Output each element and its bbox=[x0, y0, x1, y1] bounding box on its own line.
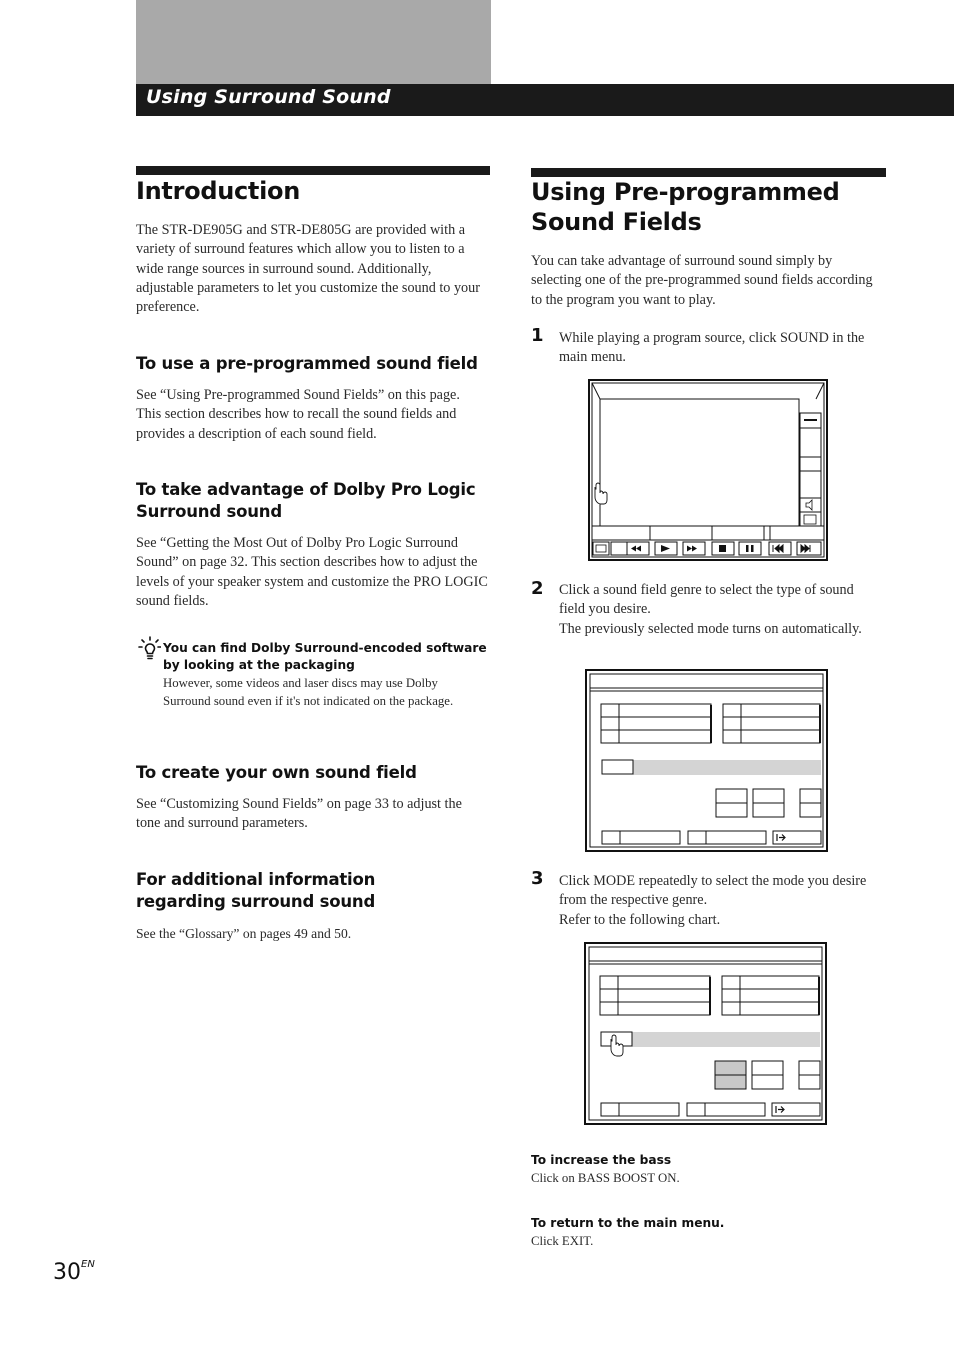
step-note: The previously selected mode turns on automatically. bbox=[559, 621, 862, 637]
mode-select-screen-diagram bbox=[584, 942, 827, 1125]
right-title: Using Pre-programmed Sound Fields bbox=[531, 178, 840, 236]
step-text: Click MODE repeatedly to select the mode you desire from the respective genre. bbox=[559, 873, 867, 909]
intro-rule bbox=[136, 166, 490, 175]
intro-title: Introduction bbox=[136, 177, 300, 205]
section-title: Using Surround Sound bbox=[146, 86, 391, 108]
sound-menu-screen-diagram bbox=[585, 669, 828, 852]
section-title-preprogrammed: To use a pre-programmed sound field bbox=[136, 354, 478, 373]
tip-text: However, some videos and laser discs may use Dolby Surround sound even if it's not indicated on the package. bbox=[163, 676, 454, 708]
section-text-preprogrammed: See “Using Pre-programmed Sound Fields” on this page. This section describes how to recall the sound fields and provides a description of each sound field. bbox=[136, 387, 460, 442]
intro-text: The STR-DE905G and STR-DE805G are provided with a variety of surround features which allow you to listen to a wide range sources in surround sound. Additionally, adjustable parameters to let you customize the sound to your preference. bbox=[136, 222, 480, 316]
lightbulb-icon bbox=[137, 636, 161, 662]
tip-text: Click EXIT. bbox=[531, 1234, 594, 1248]
tip-title: To increase the bass bbox=[531, 1153, 672, 1167]
tip-title: To return to the main menu. bbox=[531, 1216, 725, 1230]
page-number bbox=[53, 1260, 95, 1285]
step-number: 2 bbox=[531, 578, 544, 599]
section-text-create: See “Customizing Sound Fields” on page 33 to adjust the tone and surround parameters. bbox=[136, 796, 462, 832]
tip-text: Click on BASS BOOST ON. bbox=[531, 1171, 680, 1185]
step-number: 1 bbox=[531, 325, 544, 346]
step-note: Refer to the following chart. bbox=[559, 912, 721, 928]
step-number: 3 bbox=[531, 868, 544, 889]
section-text-additional: See the “Glossary” on pages 49 and 50. bbox=[136, 926, 352, 941]
section-title-additional: For additional information regarding surround sound bbox=[136, 870, 376, 911]
right-rule bbox=[531, 168, 886, 177]
main-menu-screen-diagram bbox=[588, 379, 828, 561]
page-number-value: 30 bbox=[53, 1260, 81, 1285]
page-number-suffix: EN bbox=[81, 1259, 95, 1270]
section-title-create: To create your own sound field bbox=[136, 763, 417, 782]
step-text: While playing a program source, click SOUND in the main menu. bbox=[559, 330, 865, 366]
section-title-dolby: To take advantage of Dolby Pro Logic Surround sound bbox=[136, 480, 476, 521]
tip-title: You can find Dolby Surround-encoded software by looking at the packaging bbox=[163, 641, 487, 672]
section-text-dolby: See “Getting the Most Out of Dolby Pro Logic Surround Sound” on page 32. This section describes how to adjust the levels of your speaker system and customize the PRO LOGIC sound fields. bbox=[136, 535, 488, 609]
right-intro-text: You can take advantage of surround sound simply by selecting one of the pre-programmed sound fields according to the program you want to play. bbox=[531, 253, 873, 308]
header-tab bbox=[136, 0, 491, 84]
step-text: Click a sound field genre to select the type of sound field you desire. bbox=[559, 582, 854, 618]
